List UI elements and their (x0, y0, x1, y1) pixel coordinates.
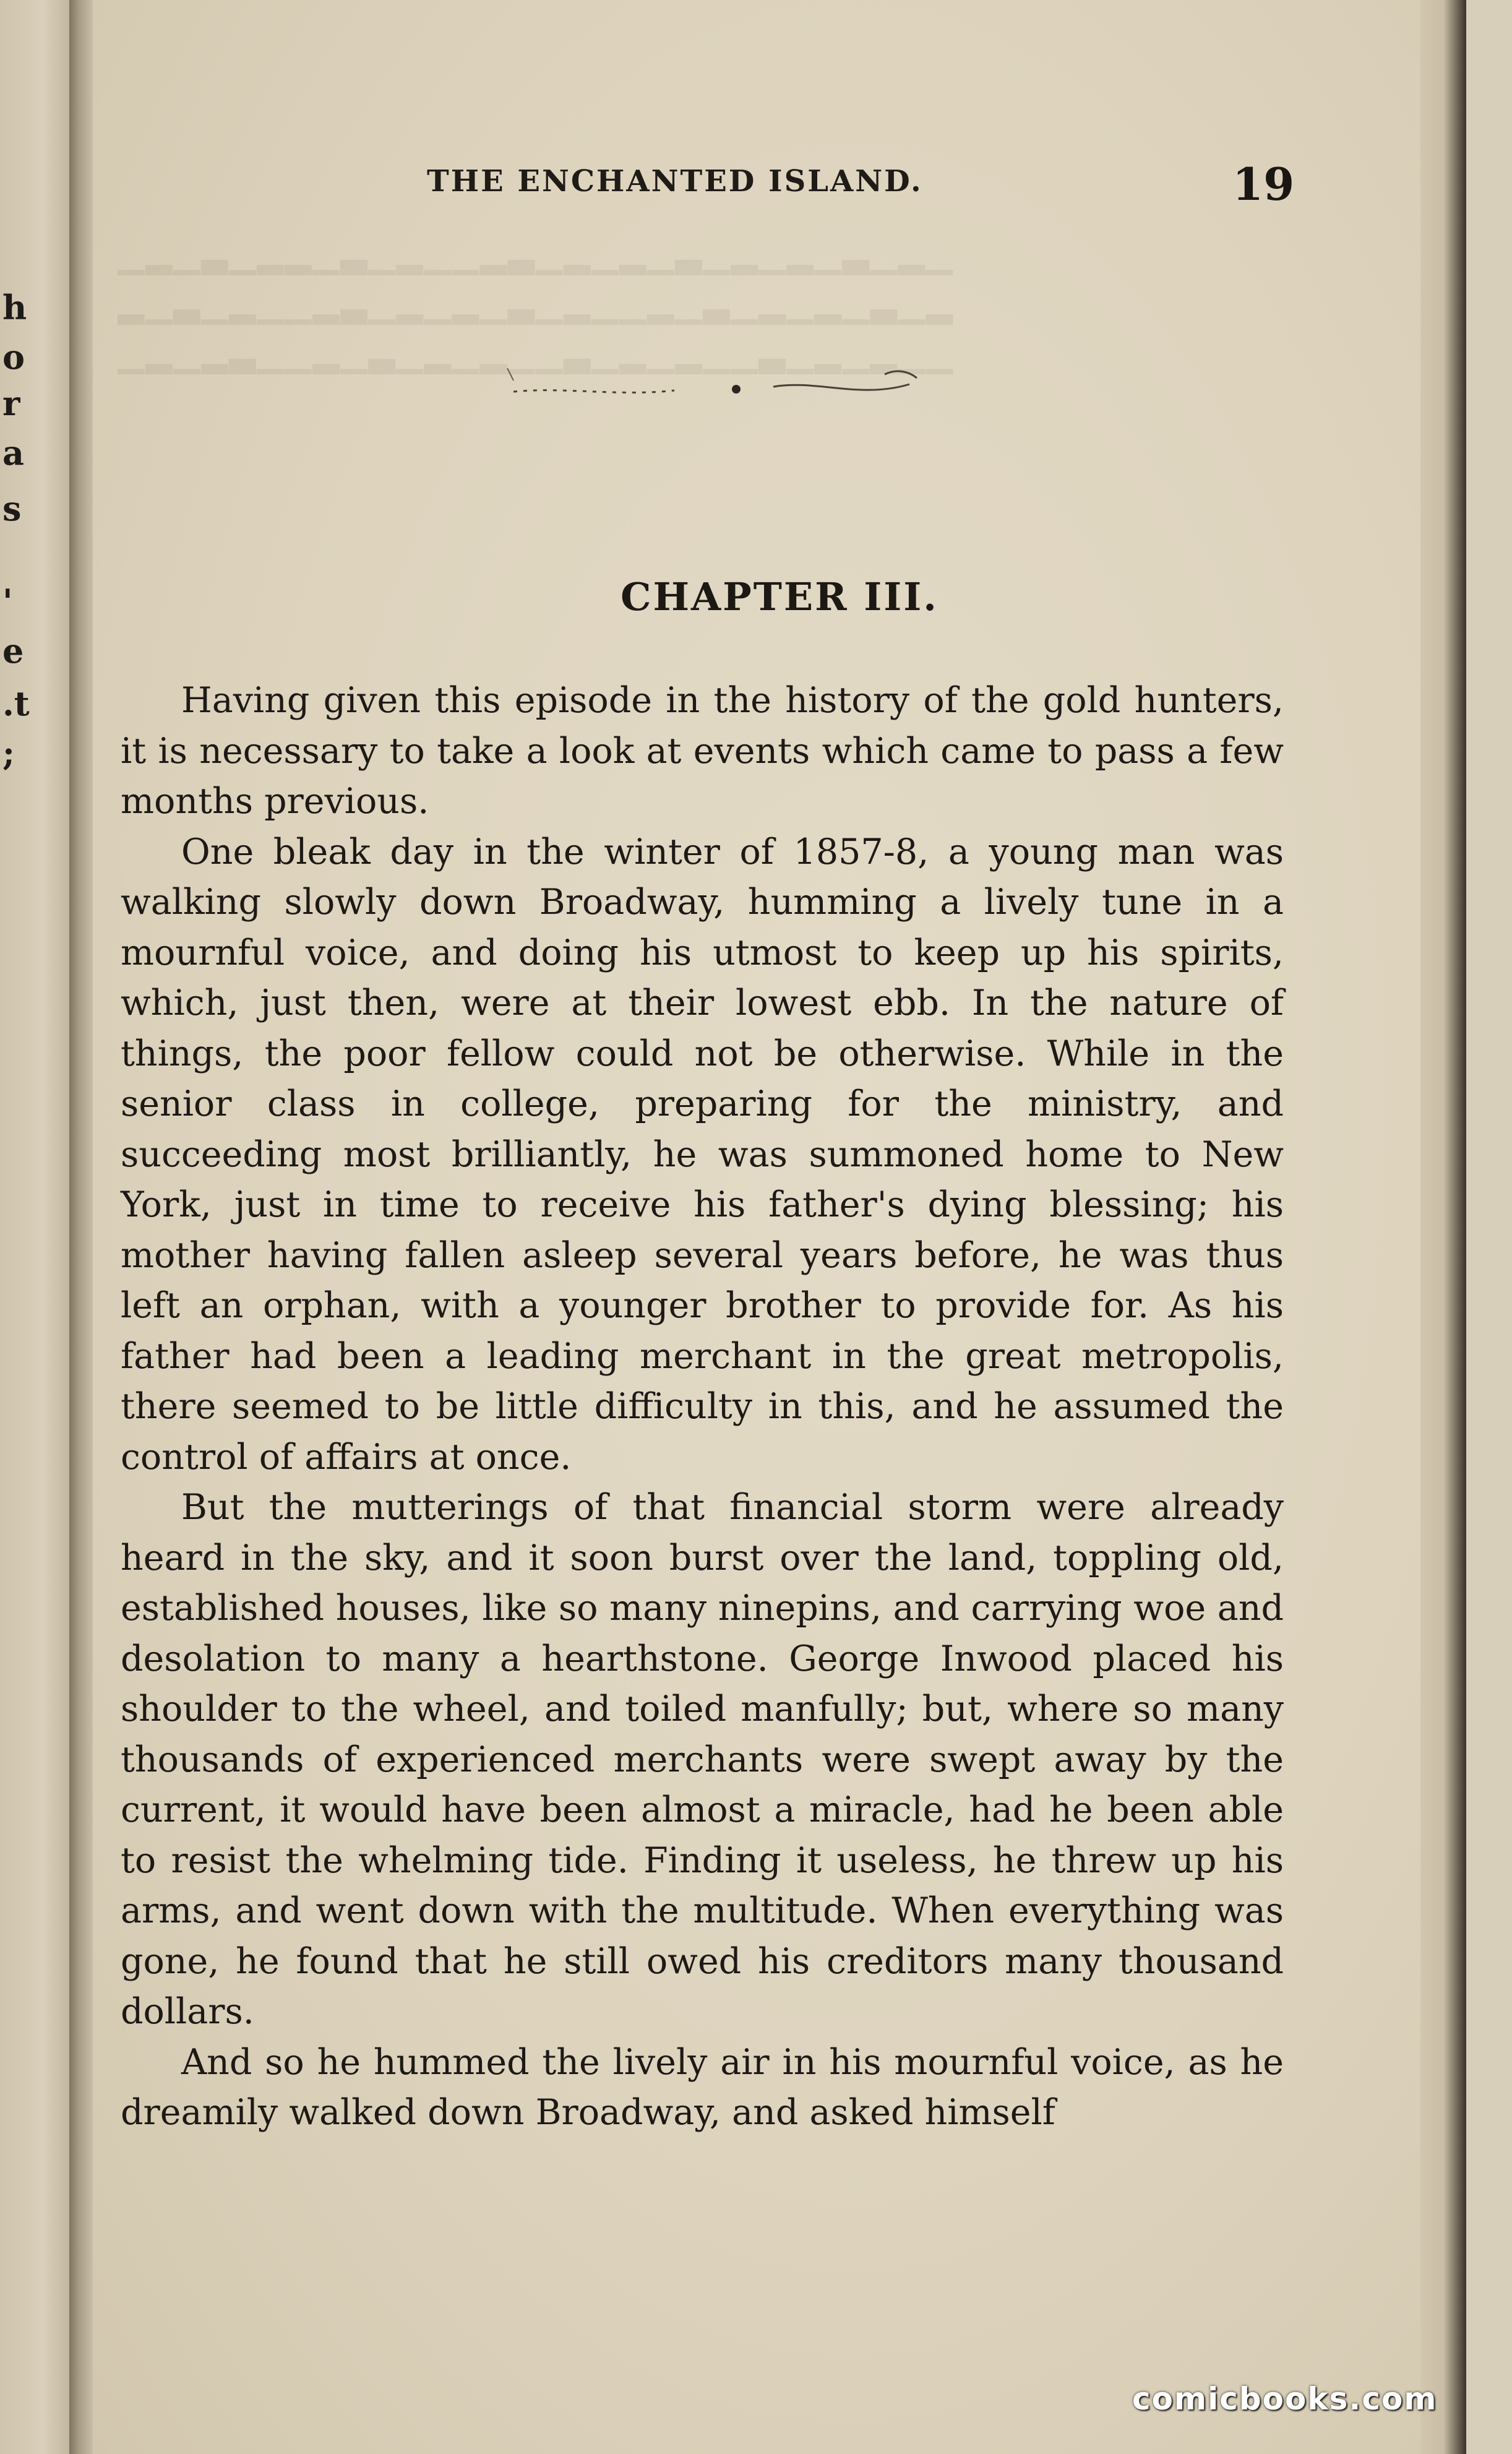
previous-page-fragment: ; (2, 733, 15, 773)
paragraph: But the mutterings of that financial storm were already heard in the sky, and it soon burst over the land, toppling old, established houses, like so many ninepins, and carrying woe and desolation to many a hearthstone. George Inwood placed his shoulder to the wheel, and toiled manfully; but, where so many thousands of experienced merchants were swept away by the current, it would have been almost a miracle, had he been able to resist the whelming tide. Finding it useless, he threw up his arms, and went down with the multitude. When everything was gone, he found that he still owed his creditors many thousand dollars. (121, 1487, 1284, 2032)
watermark: comicbooks.com (1132, 2381, 1438, 2417)
previous-page-fragment: .t (2, 684, 30, 723)
chapter-ornament (415, 343, 1095, 418)
paragraph: Having given this episode in the history of the gold hunters, it is necessary to take a look at events which came to pass a few months previous. (121, 680, 1284, 822)
paragraph: And so he hummed the lively air in his mournful voice, as he dreamily walked down Broadway, and asked himself (121, 2041, 1284, 2133)
previous-page-fragment: e (2, 631, 24, 671)
book-gutter (69, 0, 94, 2454)
previous-page-fragment: h (2, 288, 27, 327)
paragraph: One bleak day in the winter of 1857-8, a young man was walking slowly down Broadway, humming a lively tune in a mournful voice, and doing his utmost to keep up his spirits, which, just then, were at their lowest ebb. In the nature of things, the poor fellow could not be otherwise. While in the senior class in college, preparing for the ministry, and succeeding most brilliantly, he was summoned home to New York, just in time to receive his father's dying blessing; his mother having fallen asleep several years before, he was thus left an orphan, with a younger brother to provide for. As his father had been a leading merchant in the great metropolis, there seemed to be little difficulty in this, and he assumed the control of affairs at once. (121, 831, 1284, 1478)
previous-page-fragment: a (2, 433, 24, 473)
previous-page-fragment: o (2, 337, 25, 377)
page-edge-shadow (1420, 0, 1466, 2454)
running-title: THE ENCHANTED ISLAND. (427, 164, 923, 199)
previous-page-fragment: s (2, 489, 22, 528)
show-through-texture: ▂▁▃▁▂▁▁▂▃▁▂▁▂▁▃▁▂▁▁▂▁▃▁▂▁▂▁▃▁▂ (118, 285, 954, 325)
previous-page-sliver (0, 0, 73, 2454)
previous-page-fragment: ' (2, 582, 13, 621)
book-page (93, 0, 1466, 2454)
chapter-title: CHAPTER III. (621, 574, 939, 619)
show-through-texture: ▁▂▁▃▁▂▂▁▃▁▂▁▁▂▃▁▂▁▂▁▃▁▂▁▂▁▃▁▂▁ (118, 235, 954, 275)
page-number: 19 (1232, 158, 1295, 210)
running-header (93, 158, 1466, 210)
chapter-body (121, 676, 1284, 2138)
previous-page-fragment: r (2, 384, 20, 423)
show-through-texture: ▁▂▁▂▃▁▁▂▁▃▁▂▁▂▁▁▃▁▂▁▂▁▁▃▁▂▁▂▁▁ (118, 334, 954, 374)
